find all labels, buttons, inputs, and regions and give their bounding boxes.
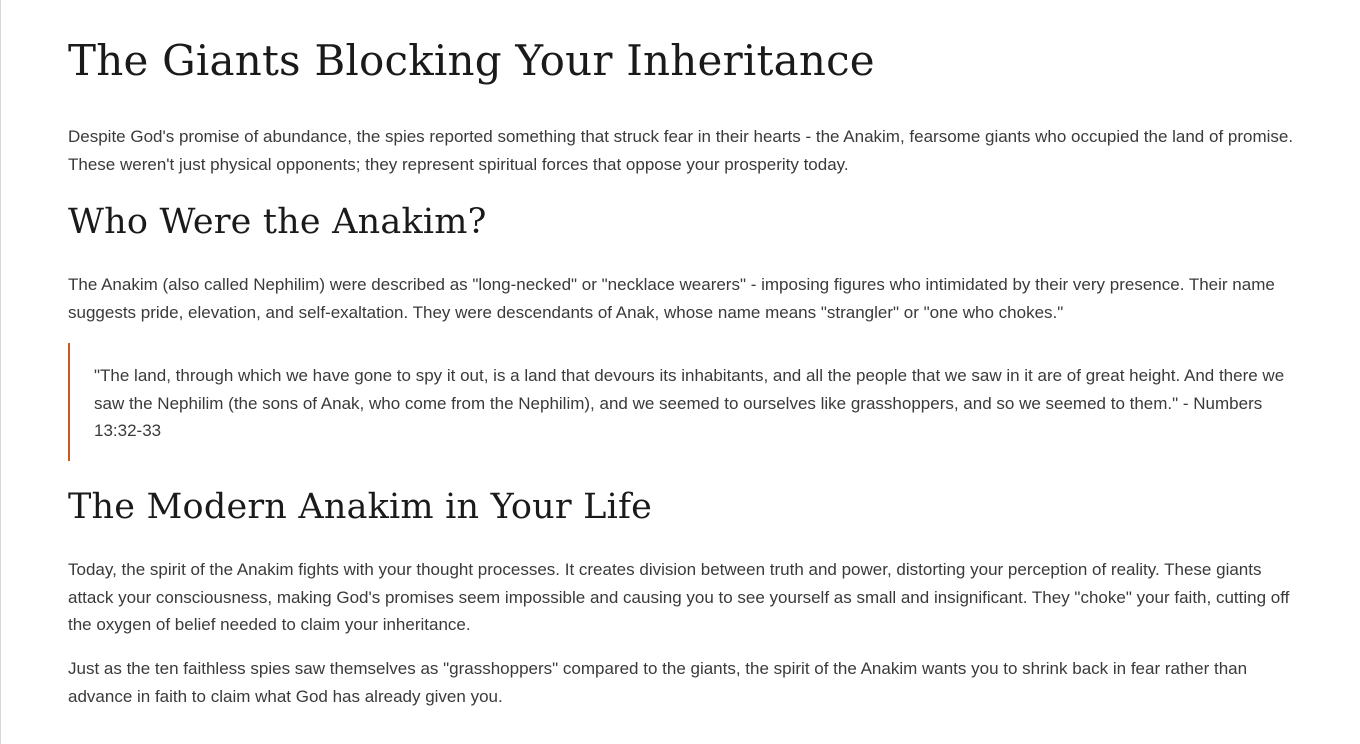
- anakim-paragraph: The Anakim (also called Nephilim) were described as "long-necked" or "necklace wearers" - imposing figures who intimidated by their very presence. Their name suggests pride, elevation, and self-exaltation. They were descendants of Anak, whose name means "strangler" or "one who chokes.": [68, 275, 1275, 322]
- page-title: The Giants Blocking Your Inheritance: [68, 36, 875, 85]
- blockquote-text: "The land, through which we have gone to spy it out, is a land that devours its inhabitants, and all the people that we saw in it are of great height. And there we saw the Nephilim (the sons of Anak, who come from the Nephilim), and we seemed to ourselves like grasshoppers, and so we seemed to them." - Numbers 13:32-33: [94, 366, 1285, 441]
- intro-paragraph: Despite God's promise of abundance, the spies reported something that struck fear in their hearts - the Anakim, fearsome giants who occupied the land of promise. These weren't just physical opponents; they represent spiritual forces that oppose your prosperity today.: [68, 127, 1294, 174]
- modern-anakim-paragraph: Today, the spirit of the Anakim fights with your thought processes. It creates division between truth and power, distorting your perception of reality. These giants attack your consciousness, making God's promises seem impossible and causing you to see yourself as small and insignificant. They "choke" your faith, cutting off the oxygen of belief needed to claim your inheritance.: [68, 560, 1290, 635]
- grasshoppers-paragraph: Just as the ten faithless spies saw themselves as "grasshoppers" compared to the giants, the spirit of the Anakim wants you to shrink back in fear rather than advance in faith to claim what God has already given you.: [68, 659, 1248, 706]
- section-heading-modern-anakim: The Modern Anakim in Your Life: [68, 487, 653, 527]
- scripture-blockquote: [68, 343, 1300, 461]
- section-heading-anakim: Who Were the Anakim?: [68, 202, 487, 242]
